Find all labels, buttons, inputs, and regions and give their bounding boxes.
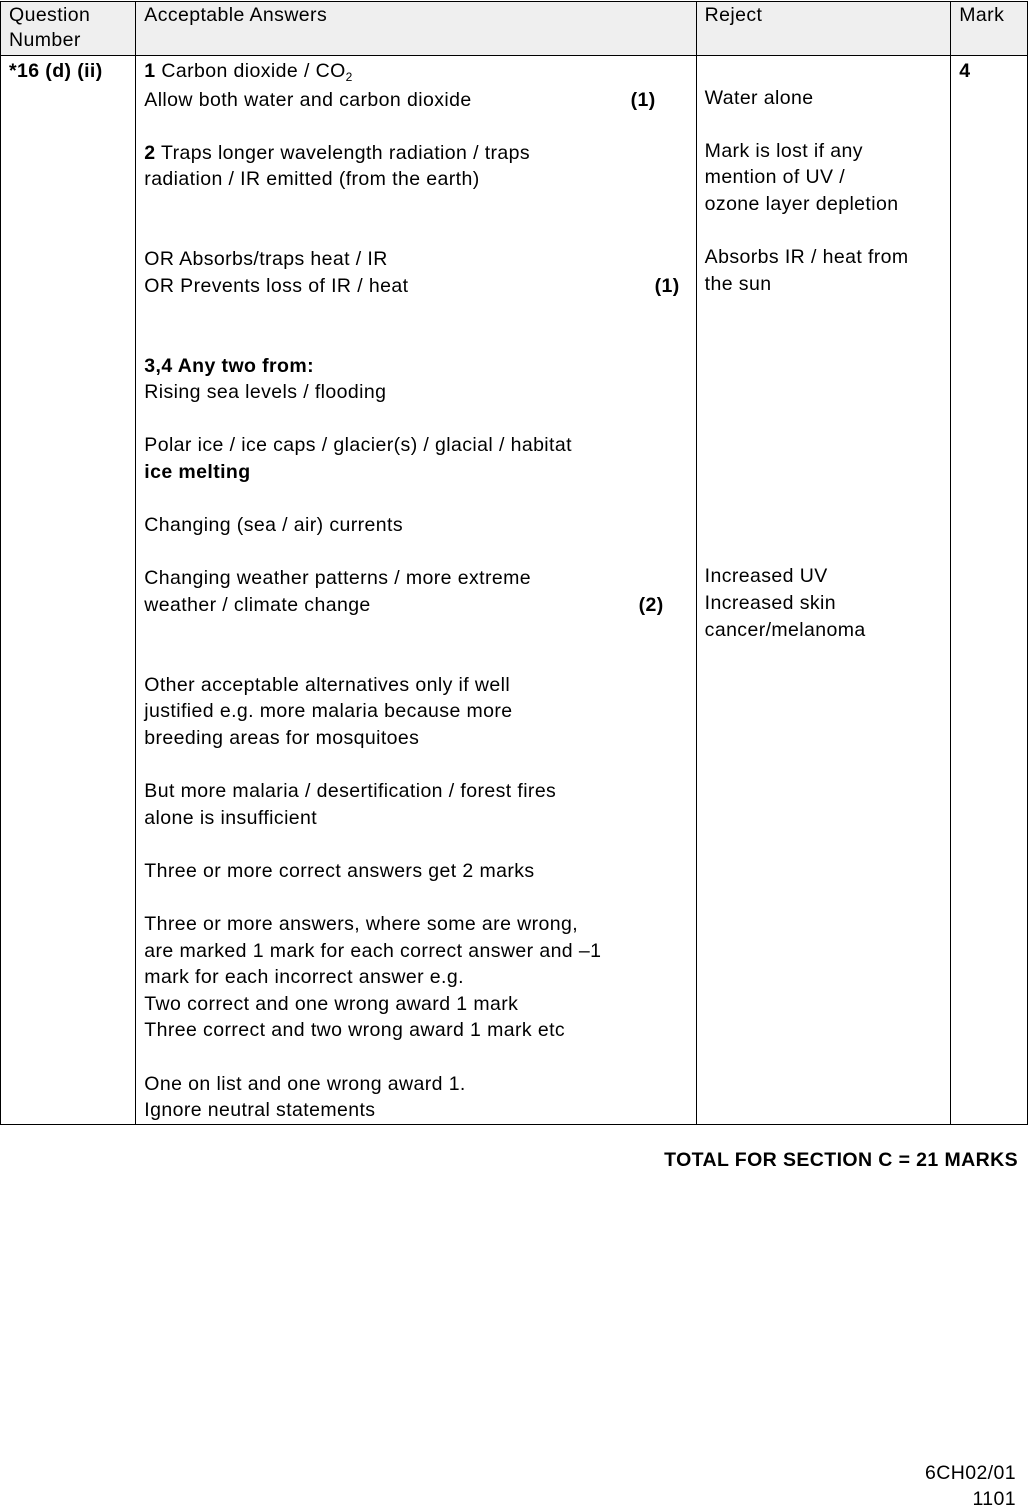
reject-4-line-1: Increased UV	[704, 565, 828, 588]
other-line-3: breeding areas for mosquitoes	[144, 726, 420, 749]
header-question-number-label: Question Number	[9, 4, 91, 51]
mark-point-2: (1)	[654, 274, 680, 297]
header-acceptable-answers	[136, 2, 696, 56]
acceptable-answers-cell	[136, 56, 696, 1125]
header-reject-label: Reject	[704, 4, 763, 26]
points-3-4-item-2-line-1: Polar ice / ice caps / glacier(s) / glacial / habitat	[144, 434, 572, 457]
section-total: TOTAL FOR SECTION C = 21 MARKS	[664, 1149, 1018, 1171]
points-3-4-item-1: Rising sea levels / flooding	[144, 381, 387, 404]
but-line-1: But more malaria / desertification / forest fires	[144, 780, 557, 803]
but-line-2: alone is insufficient	[144, 806, 318, 829]
other-line-2: justified e.g. more malaria because more	[144, 700, 513, 723]
points-3-4-item-2-bold: ice melting	[144, 460, 251, 483]
co2-subscript: 2	[345, 70, 353, 84]
point-2-or-2: OR Prevents loss of IR / heat	[144, 274, 409, 297]
page-footer	[925, 1460, 1016, 1512]
paper-code: 6CH02/01	[924, 1462, 1016, 1484]
answer-point-2	[144, 140, 687, 167]
mark-point-1: (1)	[630, 88, 656, 111]
point-2-line-2: radiation / IR emitted (from the earth)	[144, 168, 480, 191]
mark-points-3-4: (2)	[638, 593, 664, 616]
three-correct-line: Three or more correct answers get 2 marks	[144, 859, 535, 882]
reject-3-line-2: the sun	[704, 272, 772, 295]
wrong-line-3: mark for each incorrect answer e.g.	[144, 966, 464, 989]
allow-text: Allow both water and carbon dioxide	[144, 88, 472, 111]
reject-4-line-2: Increased skin	[704, 591, 837, 614]
question-number-cell	[1, 56, 136, 1125]
answer-row	[1, 56, 1028, 1125]
wrong-line-2: are marked 1 mark for each correct answer and –1	[144, 939, 602, 962]
reject-2-line-1: Mark is lost if any	[704, 139, 863, 162]
header-question-number	[1, 2, 136, 56]
point-number-1: 1	[144, 60, 156, 82]
points-3-4-item-3: Changing (sea / air) currents	[144, 514, 404, 537]
reject-1: Water alone	[704, 86, 814, 109]
one-line-2: Ignore neutral statements	[144, 1099, 376, 1122]
point-2-or-1: OR Absorbs/traps heat / IR	[144, 248, 388, 271]
allow-line	[144, 87, 687, 114]
header-reject	[696, 2, 951, 56]
mark-scheme-table	[0, 1, 1028, 1125]
point-2-line-1: Traps longer wavelength radiation / traps	[161, 141, 531, 164]
answer-point-1	[144, 58, 687, 87]
reject-3-line-1: Absorbs IR / heat from	[704, 246, 909, 269]
question-number: *16 (d) (ii)	[9, 60, 103, 82]
point-1-text: Carbon dioxide / CO	[161, 60, 346, 82]
reject-cell	[696, 56, 951, 1125]
header-mark-label: Mark	[959, 4, 1005, 26]
reject-2-line-3: ozone layer depletion	[704, 192, 899, 215]
mark-cell	[951, 56, 1028, 1125]
other-line-1: Other acceptable alternatives only if well	[144, 673, 511, 696]
reject-4-line-3: cancer/melanoma	[704, 618, 866, 641]
header-row	[1, 2, 1028, 56]
point-2-or-2-line	[144, 273, 687, 300]
header-mark	[951, 2, 1028, 56]
points-3-4-item-4-line-2-row	[144, 592, 687, 619]
points-3-4-item-4-line-1: Changing weather patterns / more extreme	[144, 567, 531, 590]
reject-2-line-2: mention of UV /	[704, 166, 846, 189]
points-3-4-heading: 3,4 Any two from:	[144, 354, 314, 377]
wrong-line-1: Three or more answers, where some are wrong,	[144, 913, 579, 935]
point-number-2: 2	[144, 141, 156, 164]
session-code: 1101	[972, 1488, 1016, 1510]
header-acceptable-answers-label: Acceptable Answers	[144, 4, 328, 26]
wrong-line-5: Three correct and two wrong award 1 mark etc	[144, 1019, 566, 1042]
points-3-4-item-4-line-2: weather / climate change	[144, 593, 371, 616]
wrong-line-4: Two correct and one wrong award 1 mark	[144, 992, 519, 1015]
total-mark: 4	[959, 60, 971, 82]
one-line-1: One on list and one wrong award 1.	[144, 1072, 466, 1095]
